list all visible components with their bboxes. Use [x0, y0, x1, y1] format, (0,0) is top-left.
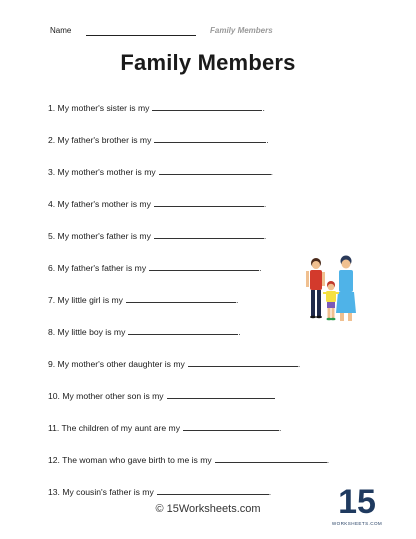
answer-blank[interactable] [215, 454, 330, 465]
question-13 [48, 486, 271, 497]
worksheet-title: Family Members [210, 26, 273, 35]
question-text: 6. My father's father is my [48, 263, 147, 273]
answer-blank[interactable] [149, 262, 262, 273]
answer-blank[interactable] [128, 326, 241, 337]
answer-blank[interactable] [188, 358, 301, 369]
question-suffix: . [268, 487, 272, 497]
question-7 [48, 294, 238, 305]
question-text: 12. The woman who gave birth to me is my [48, 455, 212, 465]
name-label: Name [50, 26, 72, 35]
question-text: 4. My father's mother is my [48, 199, 151, 209]
question-text: 8. My little boy is my [48, 327, 126, 337]
question-suffix: . [326, 455, 330, 465]
question-suffix: . [259, 263, 262, 273]
question-suffix: . [297, 359, 301, 369]
worksheets-logo [332, 481, 382, 529]
question-suffix: . [270, 167, 274, 177]
logo-number: 15 [338, 483, 376, 521]
answer-blank[interactable] [126, 294, 239, 305]
answer-blank[interactable] [152, 102, 265, 113]
family-illustration [298, 255, 368, 327]
question-11 [48, 422, 281, 433]
question-suffix: . [262, 103, 265, 113]
question-2 [48, 134, 269, 145]
question-text: 1. My mother's sister is my [48, 103, 150, 113]
question-text: 7. My little girl is my [48, 295, 123, 305]
question-5 [48, 230, 266, 241]
answer-blank[interactable] [154, 198, 267, 209]
page-title: Family Members [120, 50, 296, 75]
question-3 [48, 166, 273, 177]
question-text: 9. My mother's other daughter is my [48, 359, 185, 369]
footer-copyright: © 15Worksheets.com [155, 503, 261, 515]
question-suffix: . [263, 231, 267, 241]
question-8 [48, 326, 241, 337]
question-suffix: . [235, 295, 239, 305]
question-text: 5. My mother's father is my [48, 231, 151, 241]
question-9 [48, 358, 300, 369]
answer-blank[interactable] [159, 166, 274, 177]
question-text: 10. My mother other son is my [48, 391, 164, 401]
question-10 [48, 390, 275, 401]
question-text: 11. The children of my aunt are my [48, 423, 180, 433]
question-text: 13. My cousin's father is my [48, 487, 154, 497]
worksheet-header [50, 26, 376, 40]
question-text: 2. My father's brother is my [48, 135, 152, 145]
answer-blank[interactable] [183, 422, 282, 433]
logo-text: WORKSHEETS.COM [332, 521, 382, 526]
answer-blank[interactable] [167, 390, 275, 399]
question-1 [48, 102, 265, 113]
question-suffix: . [266, 135, 269, 145]
question-suffix: . [263, 199, 267, 209]
answer-blank[interactable] [157, 486, 272, 497]
question-6 [48, 262, 262, 273]
answer-blank[interactable] [154, 230, 267, 241]
question-12 [48, 454, 329, 465]
question-4 [48, 198, 266, 209]
question-suffix: . [238, 327, 241, 337]
question-suffix: . [279, 423, 282, 433]
answer-blank[interactable] [154, 134, 269, 145]
name-line[interactable] [86, 35, 196, 36]
question-text: 3. My mother's mother is my [48, 167, 156, 177]
